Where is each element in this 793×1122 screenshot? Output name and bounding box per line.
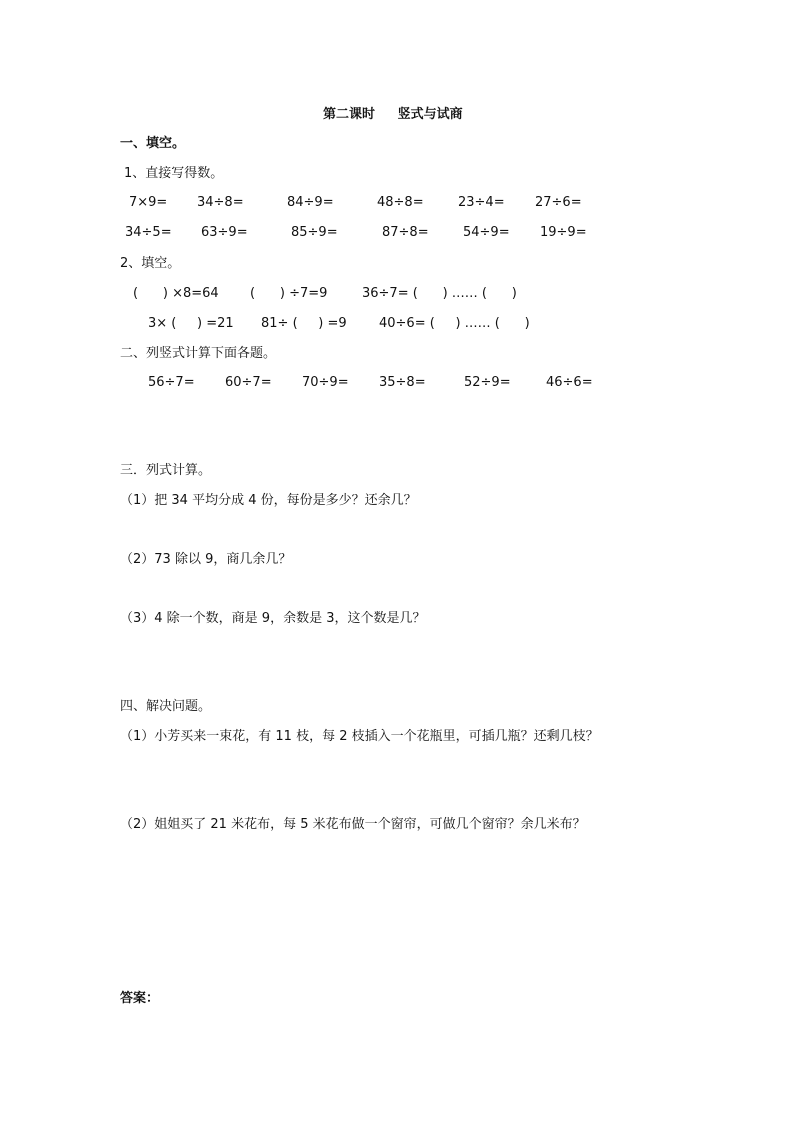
word-problem: （3）4 除一个数，商是 9，余数是 3，这个数是几？: [120, 611, 426, 626]
fill-problem: 3× ( ) =21: [148, 316, 234, 331]
problem: 84÷9=: [287, 195, 334, 210]
word-problem: （2）姐姐买了 21 米花布，每 5 米花布做一个窗帘，可做几个窗帘？余几米布？: [120, 817, 586, 832]
problem: 60÷7=: [225, 375, 272, 390]
fill-problem: 40÷6= ( ) …… ( ): [379, 316, 530, 331]
problem: 46÷6=: [546, 375, 593, 390]
fill-problem: 81÷ ( ) =9: [261, 316, 347, 331]
q2-label: 2、填空。: [120, 256, 181, 271]
problem: 87÷8=: [382, 225, 429, 240]
word-problem: （1）把 34 平均分成 4 份，每份是多少？还余几？: [120, 493, 417, 508]
section1-heading: 一、填空。: [120, 136, 186, 151]
answer-label: 答案：: [120, 991, 160, 1006]
problem: 27÷6=: [535, 195, 582, 210]
problem: 52÷9=: [464, 375, 511, 390]
section2-heading: 二、列竖式计算下面各题。: [120, 346, 277, 361]
page-title: 第二课时 竖式与试商: [323, 107, 463, 122]
section3-heading: 三．列式计算。: [120, 463, 212, 478]
problem: 7×9=: [129, 195, 168, 210]
fill-problem: ( ) ×8=64: [133, 286, 219, 301]
problem: 48÷8=: [377, 195, 424, 210]
problem: 19÷9=: [540, 225, 587, 240]
problem: 34÷8=: [197, 195, 244, 210]
q1-label: 1、直接写得数。: [124, 166, 224, 181]
problem: 70÷9=: [302, 375, 349, 390]
problem: 54÷9=: [463, 225, 510, 240]
fill-problem: 36÷7= ( ) …… ( ): [362, 286, 517, 301]
word-problem: （2）73 除以 9，商几余几？: [120, 552, 292, 567]
problem: 23÷4=: [458, 195, 505, 210]
problem: 63÷9=: [201, 225, 248, 240]
section4-heading: 四、解决问题。: [120, 699, 212, 714]
fill-problem: ( ) ÷7=9: [250, 286, 328, 301]
problem: 85÷9=: [291, 225, 338, 240]
problem: 56÷7=: [148, 375, 195, 390]
word-problem: （1）小芳买来一束花，有 11 枝，每 2 枝插入一个花瓶里，可插几瓶？还剩几枝？: [120, 729, 599, 744]
problem: 34÷5=: [125, 225, 172, 240]
problem: 35÷8=: [379, 375, 426, 390]
